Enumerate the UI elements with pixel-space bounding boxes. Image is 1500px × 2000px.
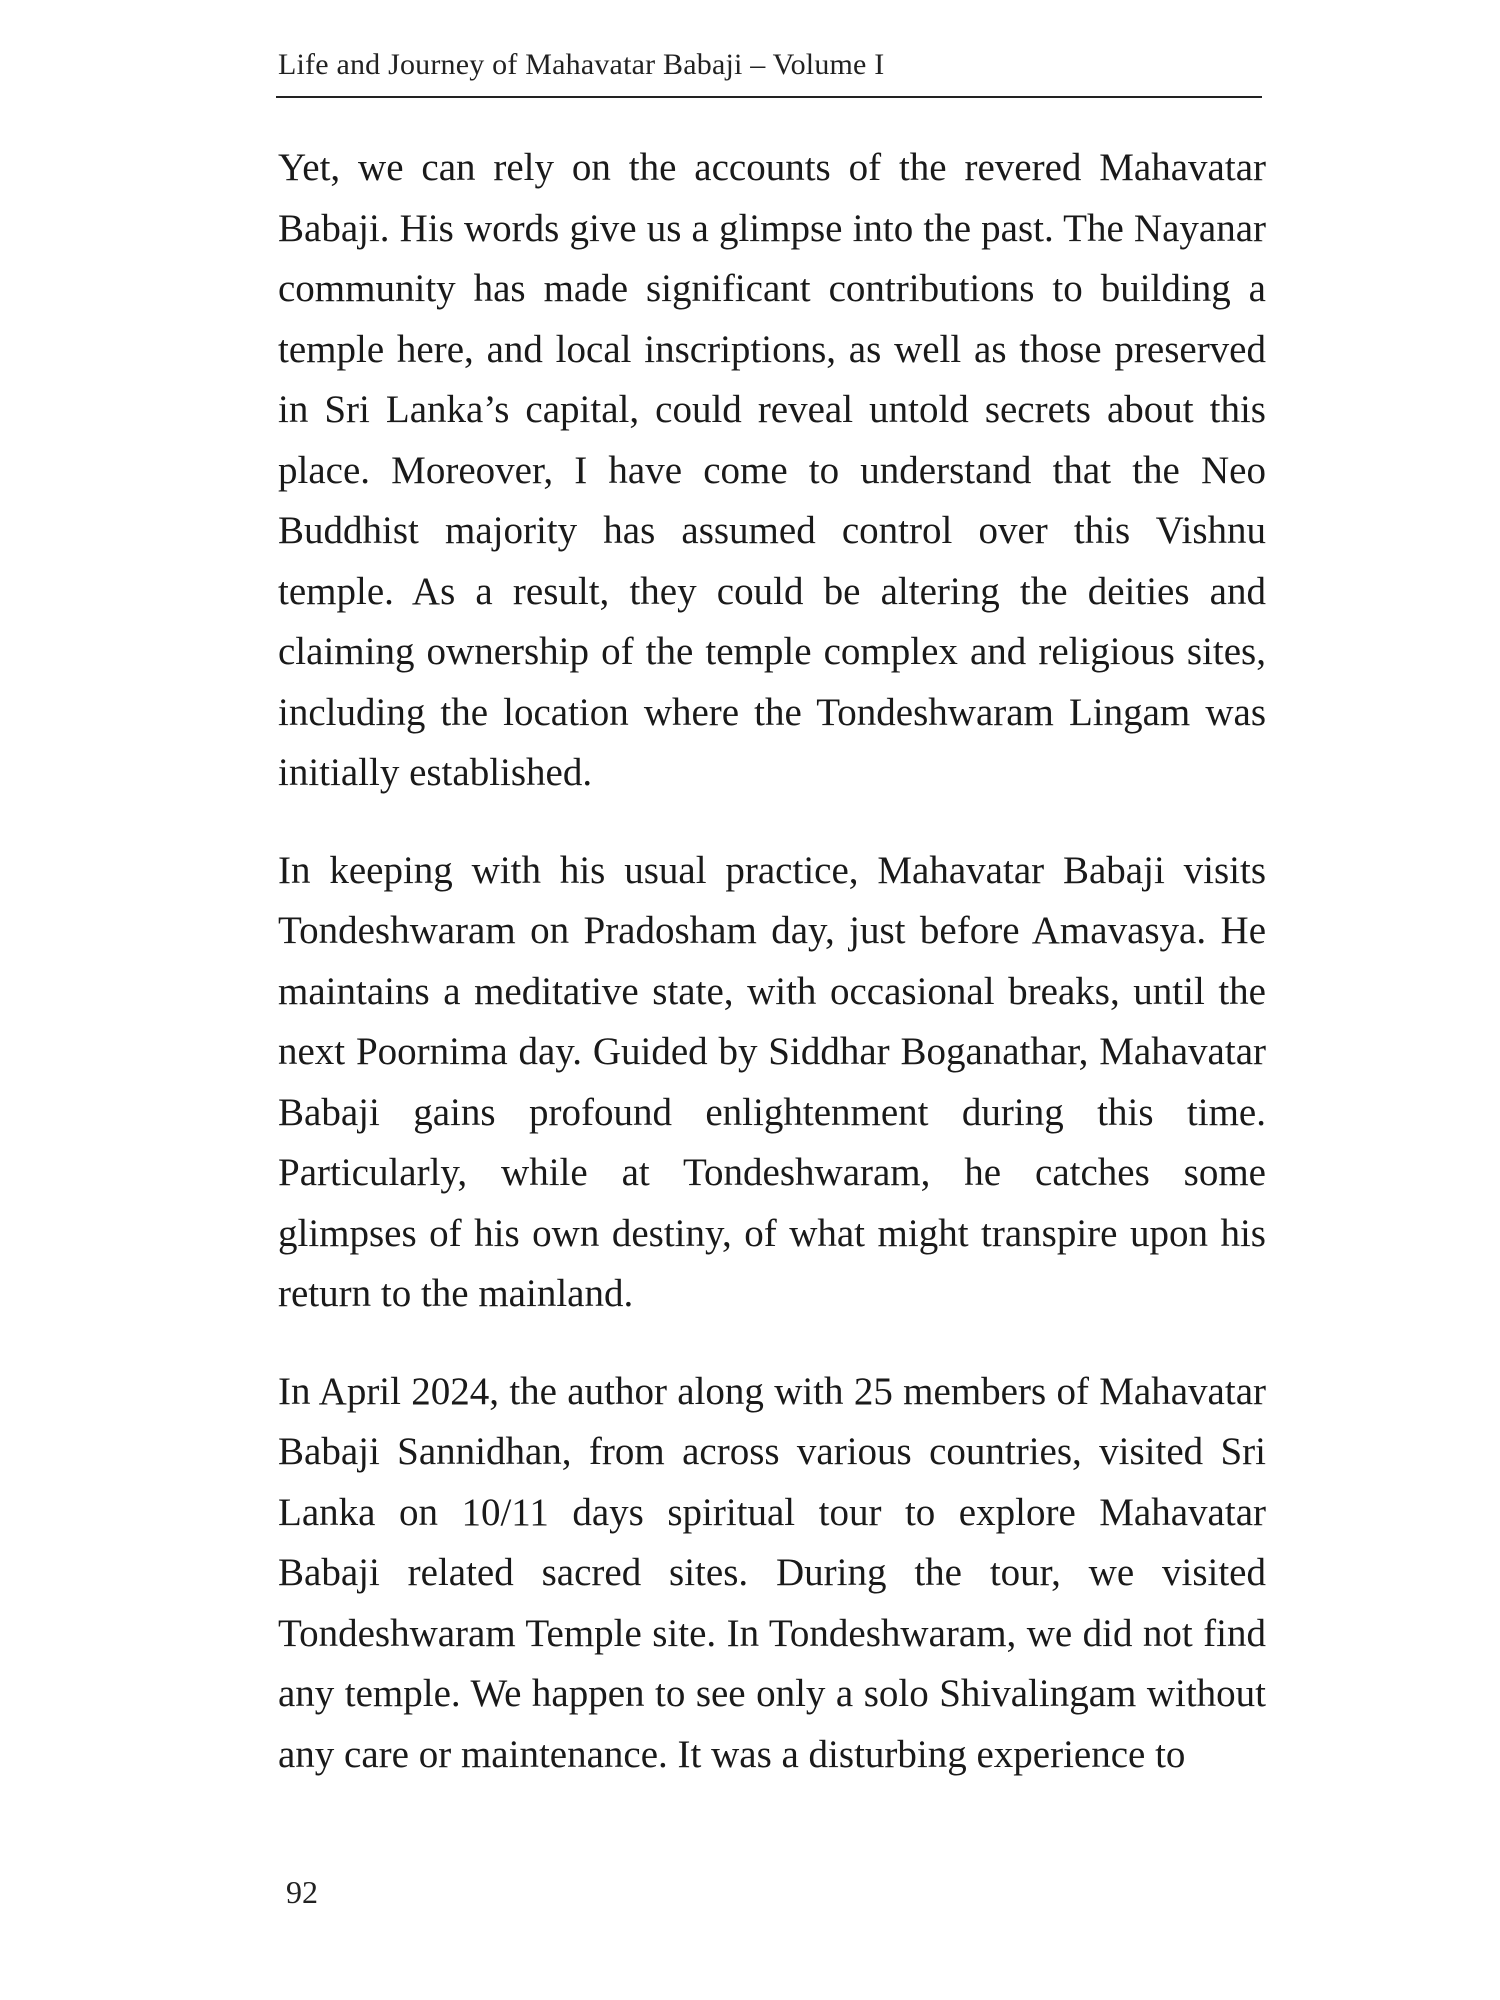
body-text: [278, 138, 1266, 1822]
running-header: Life and Journey of Mahavatar Babaji – Volume I: [278, 48, 885, 81]
paragraph-3: In April 2024, the author along with 25 members of Mahavatar Babaji Sannidhan, from across various countries, visited Sri Lanka on 10/11 days spiritual tour to explore Mahavatar Babaji related sacred sites. During the tour, we visited Tondeshwaram Temple site. In Tondeshwaram, we did not find any temple. We happen to see only a solo Shivalingam without any care or maintenance. It was a disturbing experience to: [278, 1369, 1266, 1776]
paragraph-2: In keeping with his usual practice, Mahavatar Babaji visits Tondeshwaram on Pradosham day, just before Amavasya. He maintains a meditative state, with occasional breaks, until the next Poornima day. Guided by Siddhar Boganathar, Mahavatar Babaji gains profound enlightenment during this time. Particularly, while at Tondeshwaram, he catches some glimpses of his own destiny, of what might transpire upon his return to the mainland.: [278, 848, 1266, 1315]
paragraph-1: Yet, we can rely on the accounts of the revered Mahavatar Babaji. His words give us a glimpse into the past. The Nayanar community has made significant contributions to building a temple here, and local inscriptions, as well as those preserved in Sri Lanka’s capital, could reveal untold secrets about this place. Moreover, I have come to understand that the Neo Buddhist majority has assumed control over this Vishnu temple. As a result, they could be altering the deities and claiming ownership of the temple complex and religious sites, including the location where the Tondeshwaram Lingam was initially established.: [278, 146, 1266, 794]
header-rule: [276, 96, 1262, 98]
page-number: 92: [286, 1874, 318, 1910]
